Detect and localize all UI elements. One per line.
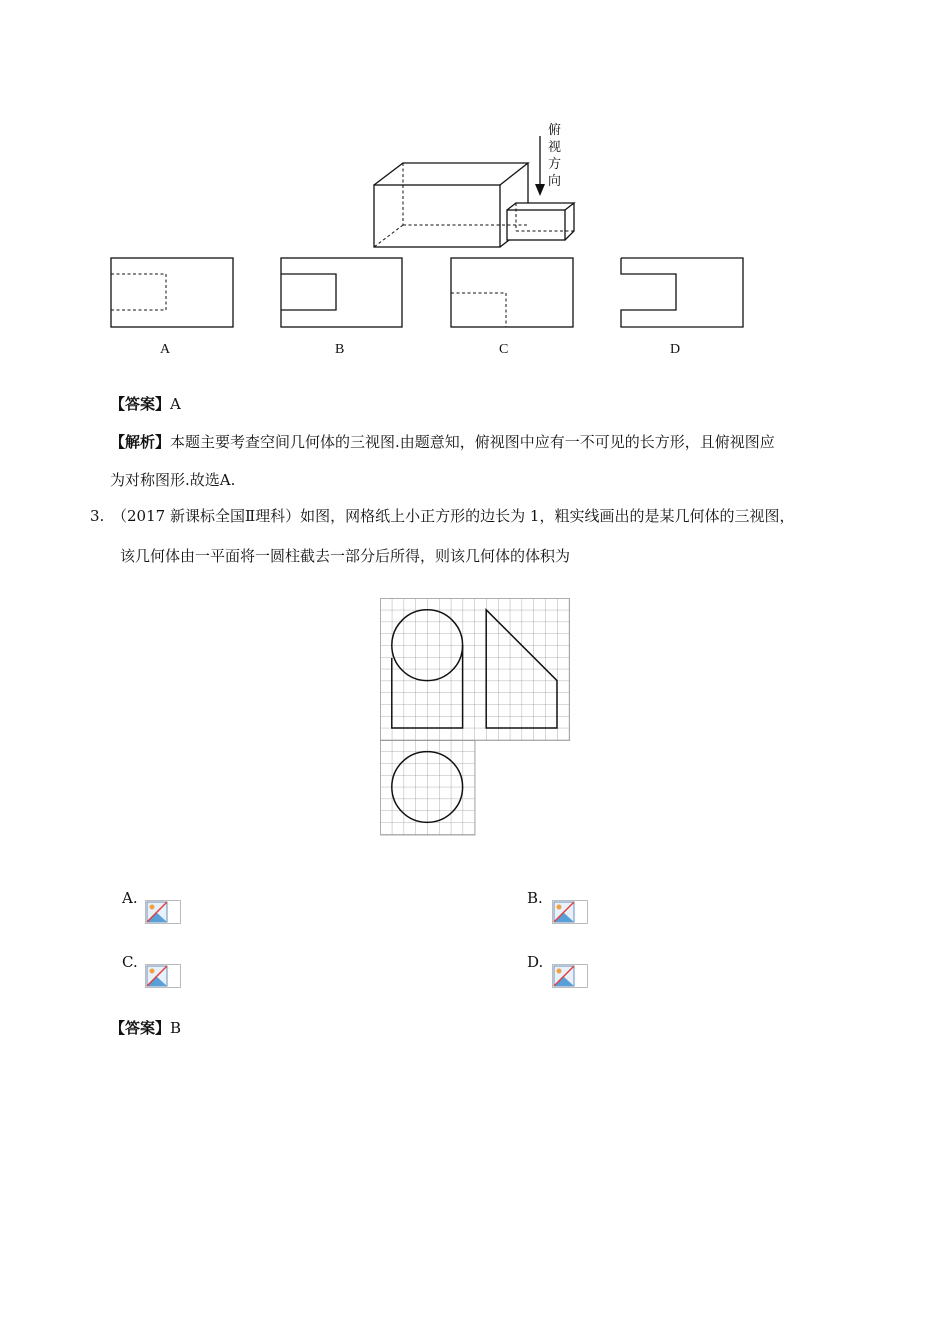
direction-char: 方 [548, 157, 562, 172]
answer-value: B [170, 1019, 182, 1037]
q3-option-c-label: C. [122, 953, 138, 971]
answer-tag: 【答案】 [110, 1019, 171, 1037]
view-a-outline [111, 258, 233, 327]
q3-option-a-label: A. [122, 889, 138, 907]
q3-option-d-label: D. [527, 953, 544, 971]
q3-option-d-image-icon [552, 964, 588, 988]
q2-answer [110, 394, 181, 414]
q3-stem-line2: 该几何体由一平面将一圆柱截去一部分后所得，则该几何体的体积为 [120, 547, 571, 565]
q2-analysis-line1 [110, 432, 775, 452]
q2-analysis-line2: 为对称图形.故选A. [110, 471, 236, 489]
q3-answer [110, 1018, 181, 1038]
option-letter-b: B [335, 342, 345, 357]
q3-option-b-label: B. [527, 889, 543, 907]
view-d-outline [621, 258, 743, 327]
option-letter-c: C [499, 342, 509, 357]
option-views [100, 252, 760, 367]
option-letter-a: A [160, 342, 171, 357]
view-b-outline [281, 258, 402, 327]
view-direction-label [548, 122, 564, 190]
q3-option-b-image-icon [552, 900, 588, 924]
q3-number: 3. [90, 507, 105, 525]
q3-stem-line1: （2017 新课标全国Ⅱ理科）如图，网格纸上小正方形的边长为 1，粗实线画出的是某几何体的三视图， [112, 507, 795, 525]
option-letter-d: D [670, 342, 681, 357]
answer-tag: 【答案】 [110, 395, 171, 413]
q3-option-c-image-icon [145, 964, 181, 988]
analysis-tag: 【解析】 [110, 433, 171, 451]
q3-option-a-image-icon [145, 900, 181, 924]
answer-value: A [170, 395, 181, 413]
three-view-grid [380, 598, 574, 840]
analysis-text: 本题主要考查空间几何体的三视图.由题意知，俯视图中应有一不可见的长方形，且俯视图应 [170, 433, 775, 451]
direction-char: 视 [548, 140, 562, 155]
direction-char: 俯 [548, 123, 562, 138]
direction-char: 向 [548, 174, 562, 189]
